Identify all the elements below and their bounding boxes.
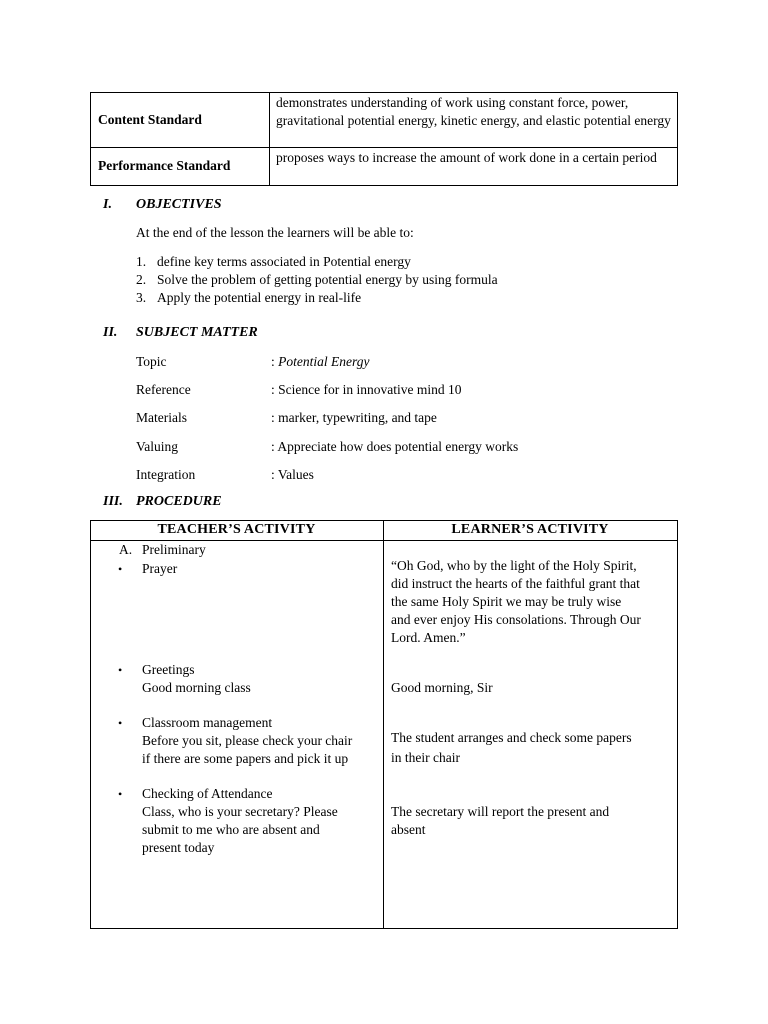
greetings-label: Greetings	[142, 662, 195, 677]
learner-prayer-line: Lord. Amen.”	[391, 630, 466, 645]
objectives-intro: At the end of the lesson the learners will be able to:	[136, 225, 414, 240]
integration-value: Values	[277, 467, 314, 482]
attendance-line: Class, who is your secretary? Please	[142, 804, 338, 819]
objective-item: define key terms associated in Potential energy	[157, 254, 411, 269]
separator: :	[271, 410, 275, 425]
reference-value: Science for in innovative mind 10	[278, 382, 462, 397]
separator: :	[271, 467, 275, 482]
valuing-label: Valuing	[136, 439, 178, 454]
attendance-line: present today	[142, 840, 215, 855]
content-standard-label: Content Standard	[98, 112, 202, 127]
learner-attendance-line: absent	[391, 822, 426, 837]
bullet-icon: •	[118, 716, 123, 730]
learner-management-line: The student arranges and check some papers	[391, 730, 632, 745]
materials-value: marker, typewriting, and tape	[278, 410, 437, 425]
objective-item: Solve the problem of getting potential energy by using formula	[157, 272, 498, 287]
objectives-heading: OBJECTIVES	[136, 197, 222, 212]
procedure-numeral: III.	[103, 494, 123, 509]
procedure-heading: PROCEDURE	[136, 494, 222, 509]
attendance-label: Checking of Attendance	[142, 786, 273, 801]
learner-attendance-line: The secretary will report the present and	[391, 804, 610, 819]
performance-standard-label: Performance Standard	[98, 158, 231, 173]
topic-label: Topic	[136, 354, 167, 369]
greetings-line: Good morning class	[142, 680, 251, 695]
objective-number: 3.	[136, 290, 147, 305]
learner-prayer-line: the same Holy Spirit we may be truly wise	[391, 594, 622, 609]
topic-value: Potential Energy	[278, 354, 370, 369]
learner-prayer-line: and ever enjoy His consolations. Through Our	[391, 612, 641, 627]
separator: :	[271, 354, 275, 369]
attendance-line: submit to me who are absent and	[142, 822, 320, 837]
objective-number: 1.	[136, 254, 147, 269]
learner-greetings: Good morning, Sir	[391, 680, 493, 695]
performance-standard-text: proposes ways to increase the amount of work done in a certain period	[276, 150, 657, 165]
reference-label: Reference	[136, 382, 191, 397]
management-line: Before you sit, please check your chair	[142, 733, 353, 748]
content-standard-text: demonstrates understanding of work using constant force, power, gravitational potential energy, kinetic energy, and elastic potential energy	[276, 95, 671, 128]
objective-item: Apply the potential energy in real-life	[157, 290, 362, 305]
separator: :	[271, 382, 275, 397]
bullet-icon: •	[118, 787, 123, 801]
teacher-activity-header: TEACHER’S ACTIVITY	[157, 522, 316, 537]
separator: :	[271, 439, 275, 454]
learner-prayer-line: did instruct the hearts of the faithful grant that	[391, 576, 640, 591]
bullet-icon: •	[118, 562, 123, 576]
management-line: if there are some papers and pick it up	[142, 751, 349, 766]
objective-number: 2.	[136, 272, 147, 287]
management-label: Classroom management	[142, 715, 273, 730]
learner-prayer-line: “Oh God, who by the light of the Holy Spirit,	[391, 558, 637, 573]
integration-label: Integration	[136, 467, 196, 482]
valuing-value: Appreciate how does potential energy works	[277, 439, 519, 454]
objectives-numeral: I.	[103, 197, 112, 212]
subject-matter-heading: SUBJECT MATTER	[136, 325, 258, 340]
bullet-icon: •	[118, 663, 123, 677]
learner-activity-header: LEARNER’S ACTIVITY	[451, 522, 609, 537]
section-title: Preliminary	[142, 542, 206, 557]
subject-matter-numeral: II.	[103, 325, 118, 340]
prayer-label: Prayer	[142, 561, 178, 576]
materials-label: Materials	[136, 410, 187, 425]
learner-management-line: in their chair	[391, 750, 460, 765]
section-letter: A.	[119, 542, 133, 557]
